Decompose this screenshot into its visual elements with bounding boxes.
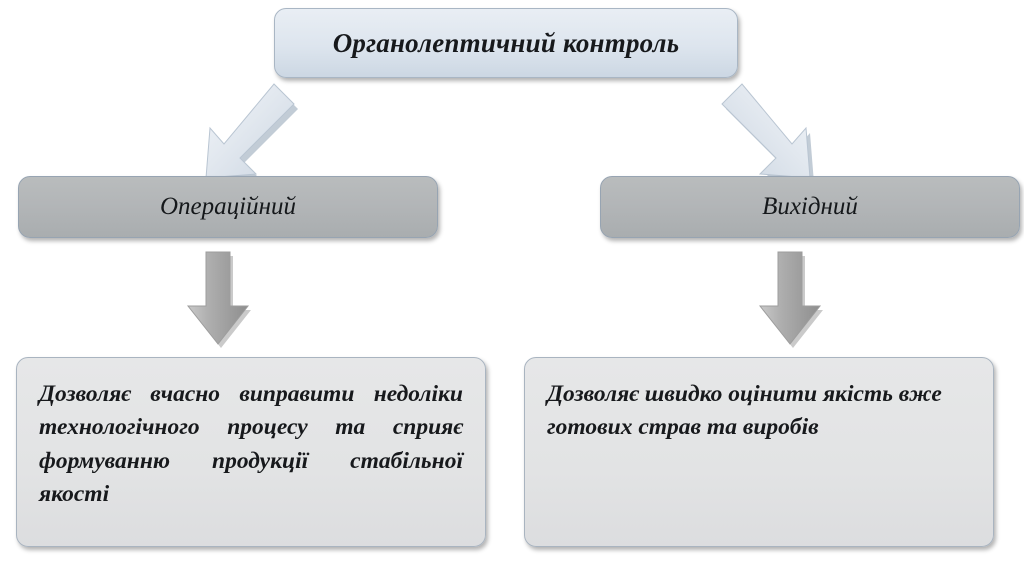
node-description-output-text: Дозволяє швидко оцінити якість вже готових страв та виробів bbox=[547, 381, 942, 441]
node-branch-operational-label: Операційний bbox=[160, 193, 296, 220]
node-root-organoleptic-control[interactable] bbox=[274, 8, 738, 78]
node-branch-output-label: Вихідний bbox=[762, 193, 858, 220]
arrow-root-to-right bbox=[716, 78, 846, 186]
node-root-label: Органолептичний контроль bbox=[332, 27, 680, 58]
node-branch-output[interactable] bbox=[600, 176, 1020, 238]
arrow-right-down bbox=[754, 252, 826, 348]
node-description-operational-text: Дозволяє вчасно виправити недоліки технологічного процесу та сприяє формуванню продукції стабільної якості bbox=[39, 381, 463, 508]
node-description-output[interactable] bbox=[524, 357, 994, 547]
node-branch-operational[interactable] bbox=[18, 176, 438, 238]
arrow-left-down bbox=[182, 252, 254, 348]
node-description-operational[interactable] bbox=[16, 357, 486, 547]
arrow-root-to-left bbox=[170, 78, 300, 186]
